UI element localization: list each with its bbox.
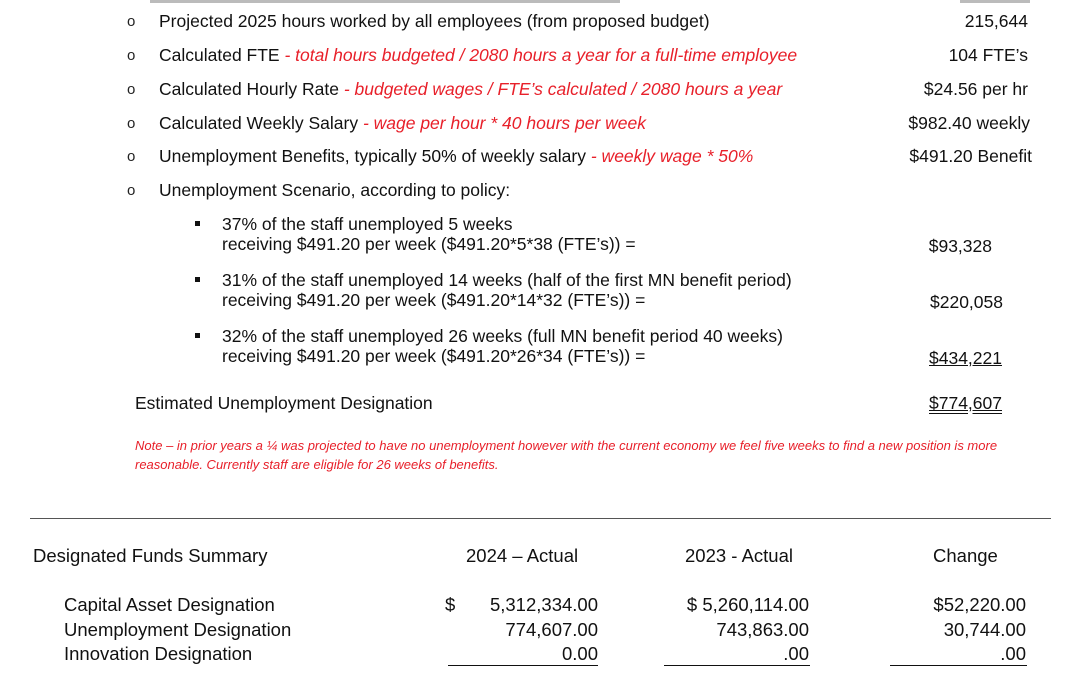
value-change: $52,220.00 — [933, 594, 1026, 615]
partial-top-line-right — [960, 0, 1030, 3]
scenario-value: $434,221 — [929, 348, 1002, 368]
item-value: $982.40 weekly — [908, 113, 1030, 133]
square-bullet-icon — [195, 221, 200, 226]
item-label: Calculated Hourly Rate — [159, 79, 339, 99]
circle-bullet-icon: o — [127, 13, 136, 30]
value-2024: 0.00 — [561, 643, 598, 664]
item-value: 104 FTE’s — [948, 45, 1028, 65]
partial-top-line — [150, 0, 620, 3]
row-label: Capital Asset Designation — [64, 594, 275, 615]
square-bullet-icon — [195, 277, 200, 282]
square-bullet-icon — [195, 333, 200, 338]
circle-bullet-icon: o — [127, 81, 136, 98]
item-label: Unemployment Benefits, typically 50% of weekly salary — [159, 146, 586, 166]
item-note: - weekly wage * 50% — [586, 146, 754, 166]
value-2023: 743,863.00 — [716, 619, 809, 640]
scenario-line1: 32% of the staff unemployed 26 weeks (full MN benefit period 40 weeks) — [222, 326, 783, 346]
scenario-line1: 31% of the staff unemployed 14 weeks (half of the first MN benefit period) — [222, 270, 792, 290]
value-change: .00 — [1000, 643, 1026, 664]
item-note: - budgeted wages / FTE’s calculated / 2080 hours a year — [338, 79, 783, 99]
circle-bullet-icon: o — [127, 182, 136, 199]
item-text — [159, 45, 797, 66]
circle-bullet-icon: o — [127, 115, 136, 132]
item-label: Calculated FTE — [159, 45, 280, 65]
col-header-change: Change — [933, 545, 998, 566]
total-rule-2024 — [448, 665, 598, 666]
summary-title: Designated Funds Summary — [33, 545, 268, 566]
scenario-value: $93,328 — [928, 236, 992, 256]
value-2024: 774,607.00 — [505, 619, 598, 640]
total-rule-change — [890, 665, 1027, 666]
item-text — [159, 113, 646, 134]
estimated-value — [929, 393, 1002, 414]
scenario-line2: receiving $491.20 per week ($491.20*26*34 (FTE’s)) = — [222, 346, 646, 366]
row-label: Unemployment Designation — [64, 619, 292, 640]
value-2024: 5,312,334.00 — [489, 594, 598, 615]
row-label: Innovation Designation — [64, 643, 253, 664]
scenario-value: $220,058 — [930, 292, 1003, 312]
item-value: $24.56 per hr — [923, 79, 1028, 99]
value-change: 30,744.00 — [943, 619, 1026, 640]
circle-bullet-icon: o — [127, 148, 136, 165]
scenario-line2: receiving $491.20 per week ($491.20*5*38 (FTE’s)) = — [222, 234, 636, 254]
circle-bullet-icon: o — [127, 47, 136, 64]
item-value: 215,644 — [964, 11, 1028, 31]
item-text — [159, 146, 753, 167]
scenario-line2: receiving $491.20 per week ($491.20*14*32 (FTE’s)) = — [222, 290, 646, 310]
col-header-2023: 2023 - Actual — [685, 545, 793, 566]
note-text: Note – in prior years a ¼ was projected to have no unemployment however with the current economy we feel five weeks to find a new position is more reasonable. Currently staff are eligible for 26 weeks of benefits. — [135, 438, 998, 472]
item-label: Calculated Weekly Salary — [159, 113, 359, 133]
item-note: - wage per hour * 40 hours per week — [358, 113, 647, 133]
estimated-label: Estimated Unemployment Designation — [135, 393, 433, 413]
estimated-value-text: $774,607 — [929, 393, 1002, 413]
total-rule-2023 — [664, 665, 810, 666]
item-value: $491.20 Benefit — [909, 146, 1032, 166]
scenario-line1: 37% of the staff unemployed 5 weeks — [222, 214, 513, 234]
value-2023: $ 5,260,114.00 — [686, 594, 809, 615]
section-divider — [30, 518, 1051, 519]
col-header-2024: 2024 – Actual — [466, 545, 579, 566]
dollar-sign: $ — [445, 594, 456, 615]
item-note: - total hours budgeted / 2080 hours a year for a full-time employee — [279, 45, 798, 65]
item-label: Unemployment Scenario, according to policy: — [159, 180, 511, 200]
item-text — [159, 79, 782, 100]
value-2023: .00 — [783, 643, 809, 664]
item-label: Projected 2025 hours worked by all employees (from proposed budget) — [159, 11, 710, 31]
